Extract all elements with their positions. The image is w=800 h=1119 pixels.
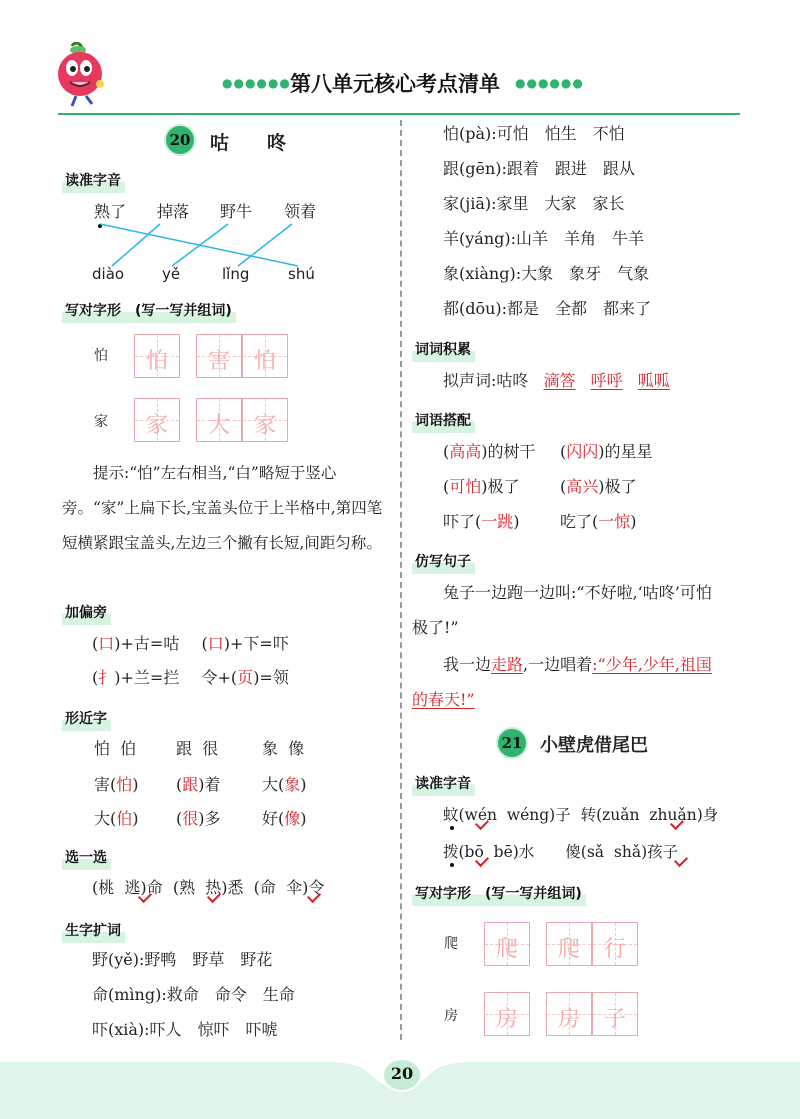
similar-row: 害(怕) [94,775,139,794]
match-line: (高兴)极了 [560,477,637,496]
read-line: 蚊(wén wéng)子 转(zuǎn zhuǎn)身 [443,806,719,824]
expand-line: 都(dōu):都是 全都 都来了 [443,299,652,318]
expand-line: 跟(gēn):跟着 跟进 跟从 [443,159,635,178]
write-char: 家 [94,414,108,430]
pinyin: lǐng [222,265,250,283]
writing-box: 房 [546,992,592,1036]
expand-line: 野(yě):野鸭 野草 野花 [92,950,273,969]
writing-box: 爬 [484,922,530,966]
section-label-radical: 加偏旁 [62,600,111,625]
onomatopoeia-line: 拟声词:咕咚 滴答 呼呼 呱呱 [443,371,670,390]
similar-pair: 跟 很 [176,739,219,758]
column-divider [400,120,402,1040]
expand-line: 命(mìng):救命 命令 生命 [92,985,295,1004]
expand-line: 象(xiàng):大象 象牙 气象 [443,264,650,283]
section-label-words: 词词积累 [412,337,475,362]
expand-line: 家(jiā):家里 大家 家长 [443,194,625,213]
lesson-title: 咕 咚 [210,132,287,154]
section-label-choose: 选一选 [62,845,111,870]
pinyin: yě [162,265,181,283]
match-line: 吓了(一跳) [443,512,520,531]
sentence-example: 极了!” [412,618,459,637]
header-dots-right: ●●●●●● [515,76,584,90]
section-label-similar: 形近字 [62,706,111,731]
sentence-answer: 的春天!” [412,690,475,709]
radical-line: (口)+古=咕 (口)+下=吓 [92,634,289,653]
similar-pair: 怕 伯 [94,739,137,758]
match-line: (高高)的树干 [443,442,536,461]
lesson-number-badge: 20 [164,124,196,156]
section-label-read: 读准字音 [62,168,125,193]
similar-row: (很)多 [176,809,221,828]
page-title: 第八单元核心考点清单 [290,71,500,96]
read-line: 拨(bō bē)水 傻(sǎ shǎ)孩子 [443,843,679,861]
similar-row: (跟)着 [176,775,221,794]
page-number: 20 [390,1064,414,1083]
lesson-title: 小壁虎借尾巴 [540,735,648,756]
section-label-sentence: 仿写句子 [412,549,475,574]
emphasis-dot [450,826,454,830]
writing-tip: 提示:“怕”左右相当,“白”略短于竖心旁。“家”上扁下长,宝盖头位于上半格中,第四笔短横紧跟宝盖头,左边三个撇有长短,间距匀称。 [62,464,383,552]
pinyin: shú [288,265,315,283]
sentence-example: 兔子一边跑一边叫:“不好啦,‘咕咚’可怕 [443,583,712,602]
section-label-write: 写对字形 (写一写并组词) [62,298,236,323]
match-line: (闪闪)的星星 [560,442,653,461]
section-label-write: 写对字形 (写一写并组词) [412,881,586,906]
writing-box: 子 [592,992,638,1036]
read-word: 领着 [284,202,317,221]
writing-box: 怕 [242,334,288,378]
writing-box: 大 [196,398,242,442]
expand-line: 吓(xià):吓人 惊吓 吓唬 [92,1020,278,1039]
section-label-match: 词语搭配 [412,408,475,433]
writing-box: 房 [484,992,530,1036]
write-char: 房 [444,1008,458,1024]
emphasis-dot [450,863,454,867]
read-word: 野牛 [220,202,253,221]
expand-line: 羊(yáng):山羊 羊角 牛羊 [443,229,645,248]
pinyin: diào [92,265,125,283]
similar-row: 好(像) [262,809,307,828]
lesson-number-badge: 21 [496,727,528,759]
section-label-expand: 生字扩词 [62,918,125,943]
write-char: 爬 [444,936,458,952]
writing-box: 怕 [134,334,180,378]
radical-line: (扌)+兰=拦 令+(页)=领 [92,668,289,687]
section-label-read: 读准字音 [412,771,475,796]
matching-lines [0,0,400,300]
writing-box: 家 [242,398,288,442]
read-word: 熟了 [94,202,127,221]
write-char: 怕 [94,348,108,364]
choose-line: (桃 逃)命 (熟 热)悉 (命 伞)令 [92,878,325,897]
writing-box: 爬 [546,922,592,966]
read-word: 掉落 [157,202,190,221]
match-line: 吃了(一惊) [560,512,637,531]
writing-box: 害 [196,334,242,378]
expand-line: 怕(pà):可怕 怕生 不怕 [443,124,625,143]
match-line: (可怕)极了 [443,477,520,496]
writing-box: 家 [134,398,180,442]
header-dots-left: ●●●●●● [222,76,291,90]
similar-row: 大(伯) [94,809,139,828]
similar-row: 大(象) [262,775,307,794]
sentence-answer: 我一边走路,一边唱着:“少年,少年,祖国 [443,655,712,674]
similar-pair: 象 像 [262,739,305,758]
writing-box: 行 [592,922,638,966]
